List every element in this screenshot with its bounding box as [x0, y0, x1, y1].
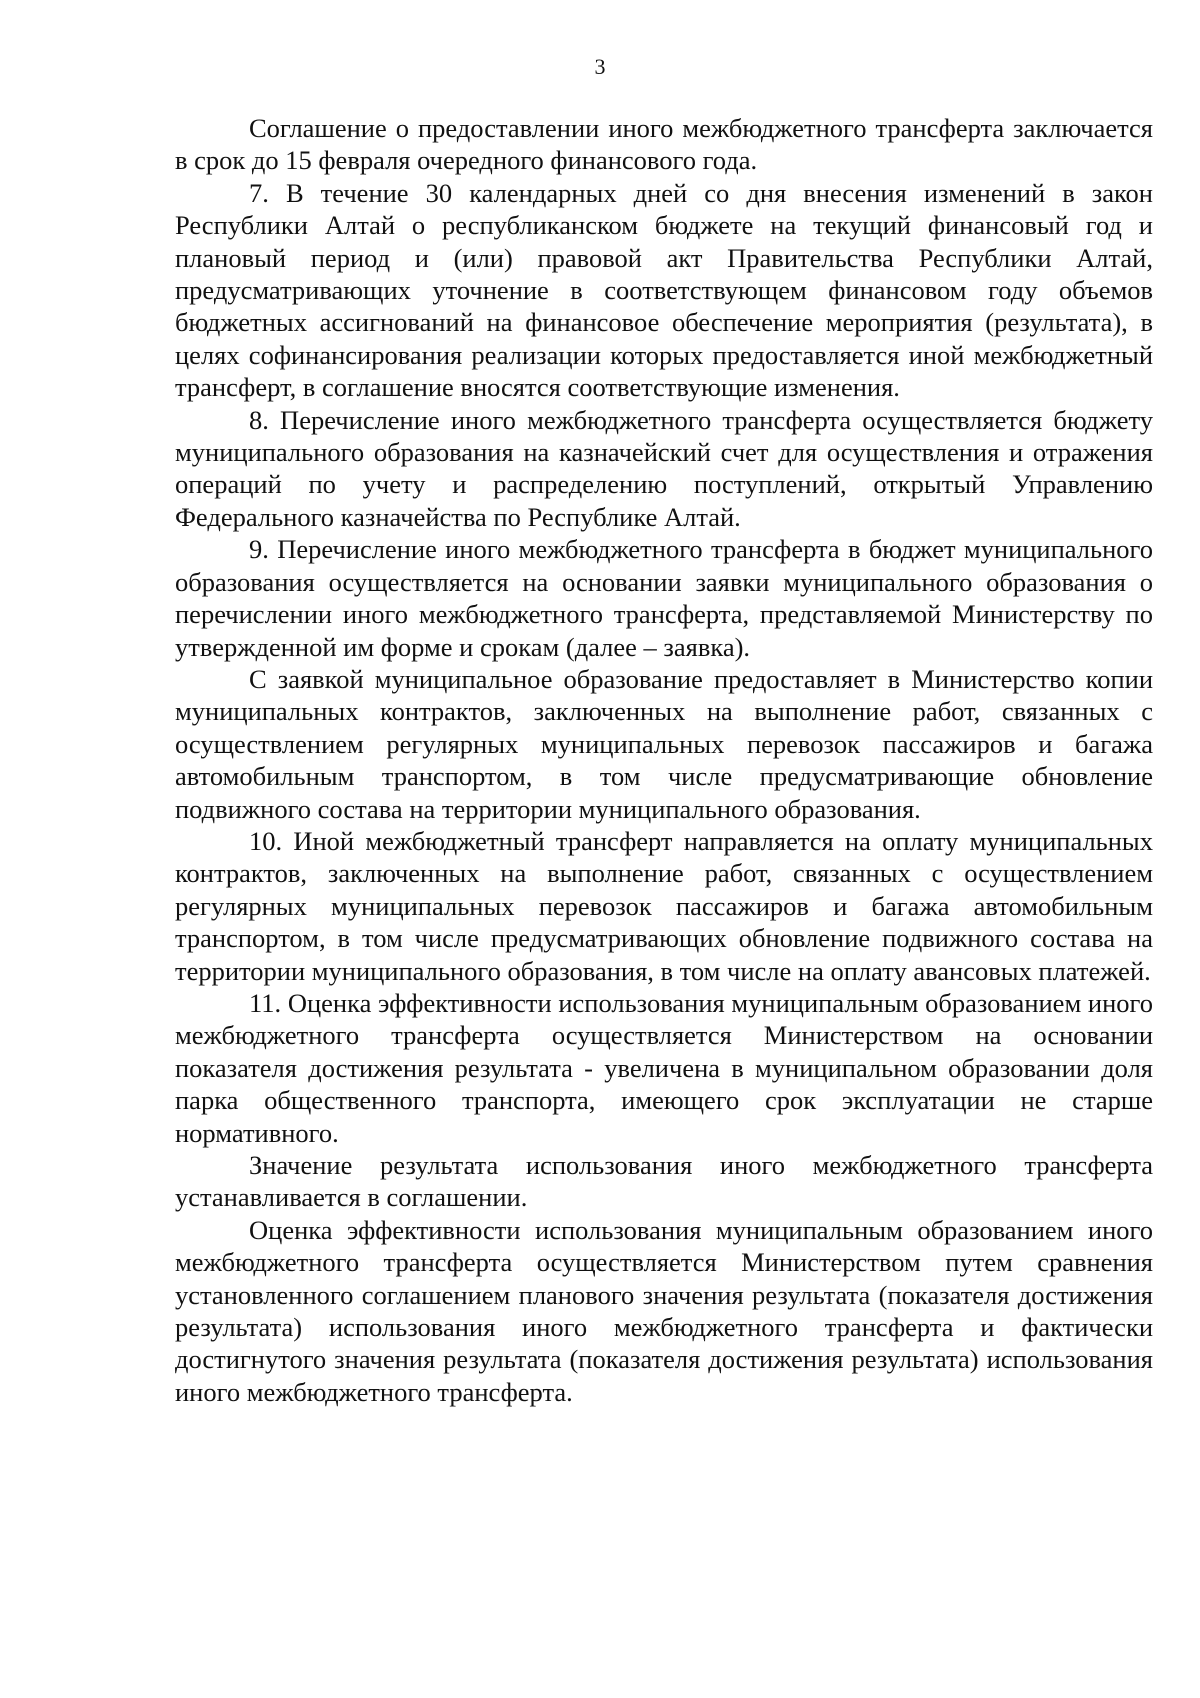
paragraph-result-value: Значение результата использования иного межбюджетного трансферта устанавливается в соглашении. — [175, 1150, 1153, 1213]
document-body — [175, 112, 1153, 1408]
paragraph-item-9: 9. Перечисление иного межбюджетного трансферта в бюджет муниципального образования осуществляется на основании заявки муниципального образования о перечислении иного межбюджетного трансферта, представляемой Министерству по утвержденной им форме и срокам (далее – заявка). — [175, 534, 1153, 662]
paragraph-agreement-deadline: Соглашение о предоставлении иного межбюджетного трансферта заключается в срок до 15 февраля очередного финансового года. — [175, 113, 1153, 176]
paragraph-item-10: 10. Иной межбюджетный трансферт направляется на оплату муниципальных контрактов, заключенных на выполнение работ, связанных с осуществлением регулярных муниципальных перевозок пассажиров и багажа автомобильным транспортом, в том числе предусматривающих обновление подвижного состава на территории муниципального образования, в том числе на оплату авансовых платежей. — [175, 825, 1153, 986]
paragraph-item-8: 8. Перечисление иного межбюджетного трансферта осуществляется бюджету муниципального образования на казначейский счет для осуществления и отражения операций по учету и распределению поступлений, открытый Управлению Федерального казначейства по Республике Алтай. — [175, 404, 1153, 532]
page-number: 3 — [594, 54, 606, 79]
paragraph-application-documents: С заявкой муниципальное образование предоставляет в Министерство копии муниципальных контрактов, заключенных на выполнение работ, связанных с осуществлением регулярных муниципальных перевозок пассажиров и багажа автомобильным транспортом, в том числе предусматривающие обновление подвижного состава на территории муниципального образования. — [175, 663, 1153, 824]
paragraph-item-7: 7. В течение 30 календарных дней со дня внесения изменений в закон Республики Алтай о республиканском бюджете на текущий финансовый год и плановый период и (или) правовой акт Правительства Республики Алтай, предусматривающих уточнение в соответствующем финансовом году объемов бюджетных ассигнований на финансовое обеспечение мероприятия (результата), в целях софинансирования реализации которых предоставляется иной межбюджетный трансферт, в соглашение вносятся соответствующие изменения. — [175, 177, 1153, 403]
paragraph-efficiency-assessment: Оценка эффективности использования муниципальным образованием иного межбюджетного трансферта осуществляется Министерством путем сравнения установленного соглашением планового значения результата (показателя достижения результата) использования иного межбюджетного трансферта и фактически достигнутого значения результата (показателя достижения результата) использования иного межбюджетного трансферта. — [175, 1214, 1153, 1407]
paragraph-item-11: 11. Оценка эффективности использования муниципальным образованием иного межбюджетного трансферта осуществляется Министерством на основании показателя достижения результата - увеличена в муниципальном образовании доля парка общественного транспорта, имеющего срок эксплуатации не старше нормативного. — [175, 987, 1153, 1148]
